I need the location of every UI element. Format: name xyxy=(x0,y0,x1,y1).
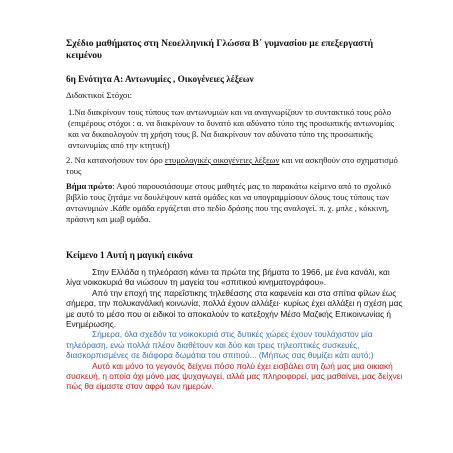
step-one-text: : Αφού παρουσιάσουμε στους μαθητές μας το παρακάτω κείμενο από το σχολικό βιβλίο τους ζητάμε να δουλέψουν κατά ομάδες και να υπογραμμίσουν όλους τους τύπους των αντωνυμιών .Κάθε ομάδα εργάζεται στο πεδίο δράσης που της αναλογεί. π. χ. μπλε , κόκκινη, πράσινη και μωβ ομάδα. xyxy=(66,181,391,224)
text-heading: Κείμενο 1 Αυτή η μαγική εικόνα xyxy=(66,250,193,260)
paragraph-3-blue: Σήμερα, όλα σχεδόν τα νοικοκυριά στις δυτικές χώρες έχουν τουλάχιστον μία τηλεόραση, ενώ πολλά πλέον διαθέτουν και δύο και τρεις τηλεοπτικές συσκευές, διασκορπισμένες σε διάφορα δωμάτια του σπιτιού... (Μήπως σας θυμίζει κάτι αυτό;) xyxy=(66,329,374,361)
paragraph-4-red: Αυτό και μόνο το γεγονός δείχνει πόσο πολύ έχει εισβάλει στη ζωή μας μια οικιακή συσκευή, η οποία όχι μόνο μας ψυχαγωγεί, αλλά μας πληροφορεί, μας μαθαίνει, μας δείχνει πώς θα είμαστε στον αφρό των ημερών. xyxy=(66,360,403,392)
goal-2-underlined-term: ετυμολογικές οικογένειες λέξεων xyxy=(164,155,280,165)
step-one-label: Βήμα πρώτο xyxy=(66,181,113,191)
goals-label: Διδακτικοί Στόχοι: xyxy=(66,90,133,100)
paragraph-1: Στην Ελλάδα η τηλεόραση κάνει τα πρώτα της βήματα το 1966, με ένα κανάλι, και λίγα νοικοκυριά θα νιώσουν τη μαγεία του «σπιτικού κινηματογράφου». xyxy=(66,267,390,288)
lesson-plan xyxy=(66,38,404,392)
goal-2-text-c: και να ασκηθούν στο σχηματισμό τους xyxy=(66,155,398,176)
step-one xyxy=(66,181,404,225)
goal-2-text-a: 2. Να κατανοήσουν τον όρο xyxy=(66,155,165,165)
goal-1: 1.Να διακρίνουν τους τύπους των αντωνυμιών και να αναγνωρίζουν το συντακτικό τους ρόλο (επιμέρους στόχοι : α. να διακρίνουν το δυνατό και αδύνατο τύπο της προσωπικής αντωνυμίας και να δικαιολογούν τη χρήση τους β. Να διακρίνουν τον αδύνατο τύπο της προσωπικής αντωνυμίας από την κτητική) xyxy=(68,107,395,150)
unit-heading: 6η Ενότητα Α: Αντωνυμίες , Οικογένειες λέξεων xyxy=(66,74,254,84)
document-title: Σχέδιο μαθήματος στη Νεοελληνική Γλώσσα Β΄ γυμνασίου με επεξεργαστή κειμένου xyxy=(66,38,374,61)
paragraph-2: Από την εποχή της παρεΐστικης τηλεθέασης στα καφενεία και στα σπίτια φίλων έως σήμερα, την πολυκανάλική κοινωνία, πολλά έχουν αλλάξει· κυρίως έχει αλλάξει η σχέση μας με αυτό το μέσο που οι ειδικοί το αποκαλούν το κατεξοχήν Μέσο Μαζικής Επικοινωνίας ή Ενημέρωσης. xyxy=(66,287,403,330)
goal-2 xyxy=(66,155,404,177)
